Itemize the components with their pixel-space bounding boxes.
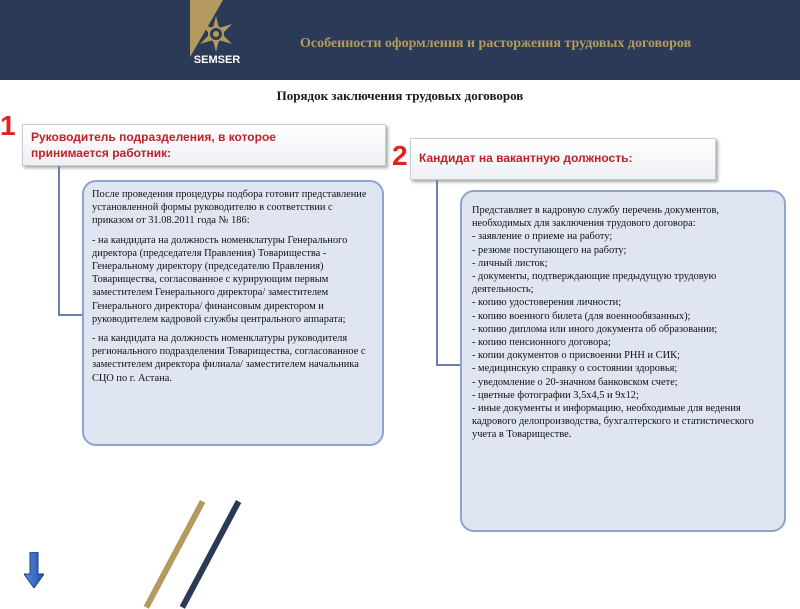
step1-paragraph: - на кандидата на должность номенклатуры Генерального директора (председателя Правления) Товарищества - Генеральному директору (председателю Правления) Товарищества, согласованное с курирующим первым заместителем Генерального директора/ заместителем Генерального директора/ финансовым директором и руководителем кадровой службы центрального аппарата; [92,234,348,325]
step2-connector-horizontal [436,364,462,366]
step2-list-item: - медицинскую справку о состоянии здоровья; [472,363,678,375]
arrow-down-icon[interactable] [24,552,44,588]
step2-content-panel [460,190,786,532]
step1-content-panel [82,180,384,446]
section-subtitle: Порядок заключения трудовых договоров [276,88,524,103]
step2-list-item: - копию пенсионного договора; [472,337,611,349]
step2-list-item: - резюме поступающего на работу; [472,244,627,256]
step1-connector-vertical [58,166,60,316]
logo-area [0,0,190,80]
step2-list-item: - копию диплома или иного документа об образовании; [472,323,718,335]
step2-list-item: - личный листок; [472,257,548,269]
slide-title: Особенности оформления и расторжения трудовых договоров [300,36,692,51]
step1-paragraph: - на кандидата на должность номенклатуры руководителя регионального подразделения Товарищества, согласованное с заместителем директора филиала/ заместителем начальника СЦО по г. Астана. [92,333,366,384]
step2-list-item: - документы, подтверждающие предыдущую трудовую деятельность; [472,271,717,296]
step2-list-item: - иные документы и информацию, необходимые для ведения кадрового делопроизводства, бухгалтерского и статистического учета в Товариществе. [472,403,754,441]
decorative-gold-stripe [144,500,206,609]
logo-text: SEMSER [193,54,241,66]
step1-connector-horizontal [58,314,84,316]
step1-heading-box [22,124,386,166]
step2-list-item: - копию удостоверения личности; [472,297,622,309]
decorative-navy-stripe [180,500,242,609]
semser-emblem-icon [196,14,236,54]
step2-list-item: - копию военного билета (для военнообязанных); [472,310,691,322]
step-number-2: 2 [392,140,408,171]
step1-heading-line1: Руководитель подразделения, в которое [31,130,276,144]
step2-list-item: Представляет в кадровую службу перечень документов, необходимых для заключения трудового договора: [472,205,719,230]
step2-connector-vertical [436,180,438,366]
step-number-1: 1 [0,110,16,141]
step2-heading-box [410,138,716,180]
step2-heading: Кандидат на вакантную должность: [419,151,633,165]
step2-list-item: - уведомление о 20-значном банковском счете; [472,376,678,388]
step1-paragraph: После проведения процедуры подбора готовит представление установленной формы руководителю в соответствии с приказом от 31.08.2011 года № 186: [92,189,367,227]
step2-list-item: - копии документов о присвоении РНН и СИК; [472,350,680,362]
step1-heading-line2: принимается работник: [31,146,172,160]
step2-list-item: - цветные фотографии 3,5х4,5 и 9х12; [472,389,639,401]
step2-list-item: - заявление о приеме на работу; [472,231,613,243]
